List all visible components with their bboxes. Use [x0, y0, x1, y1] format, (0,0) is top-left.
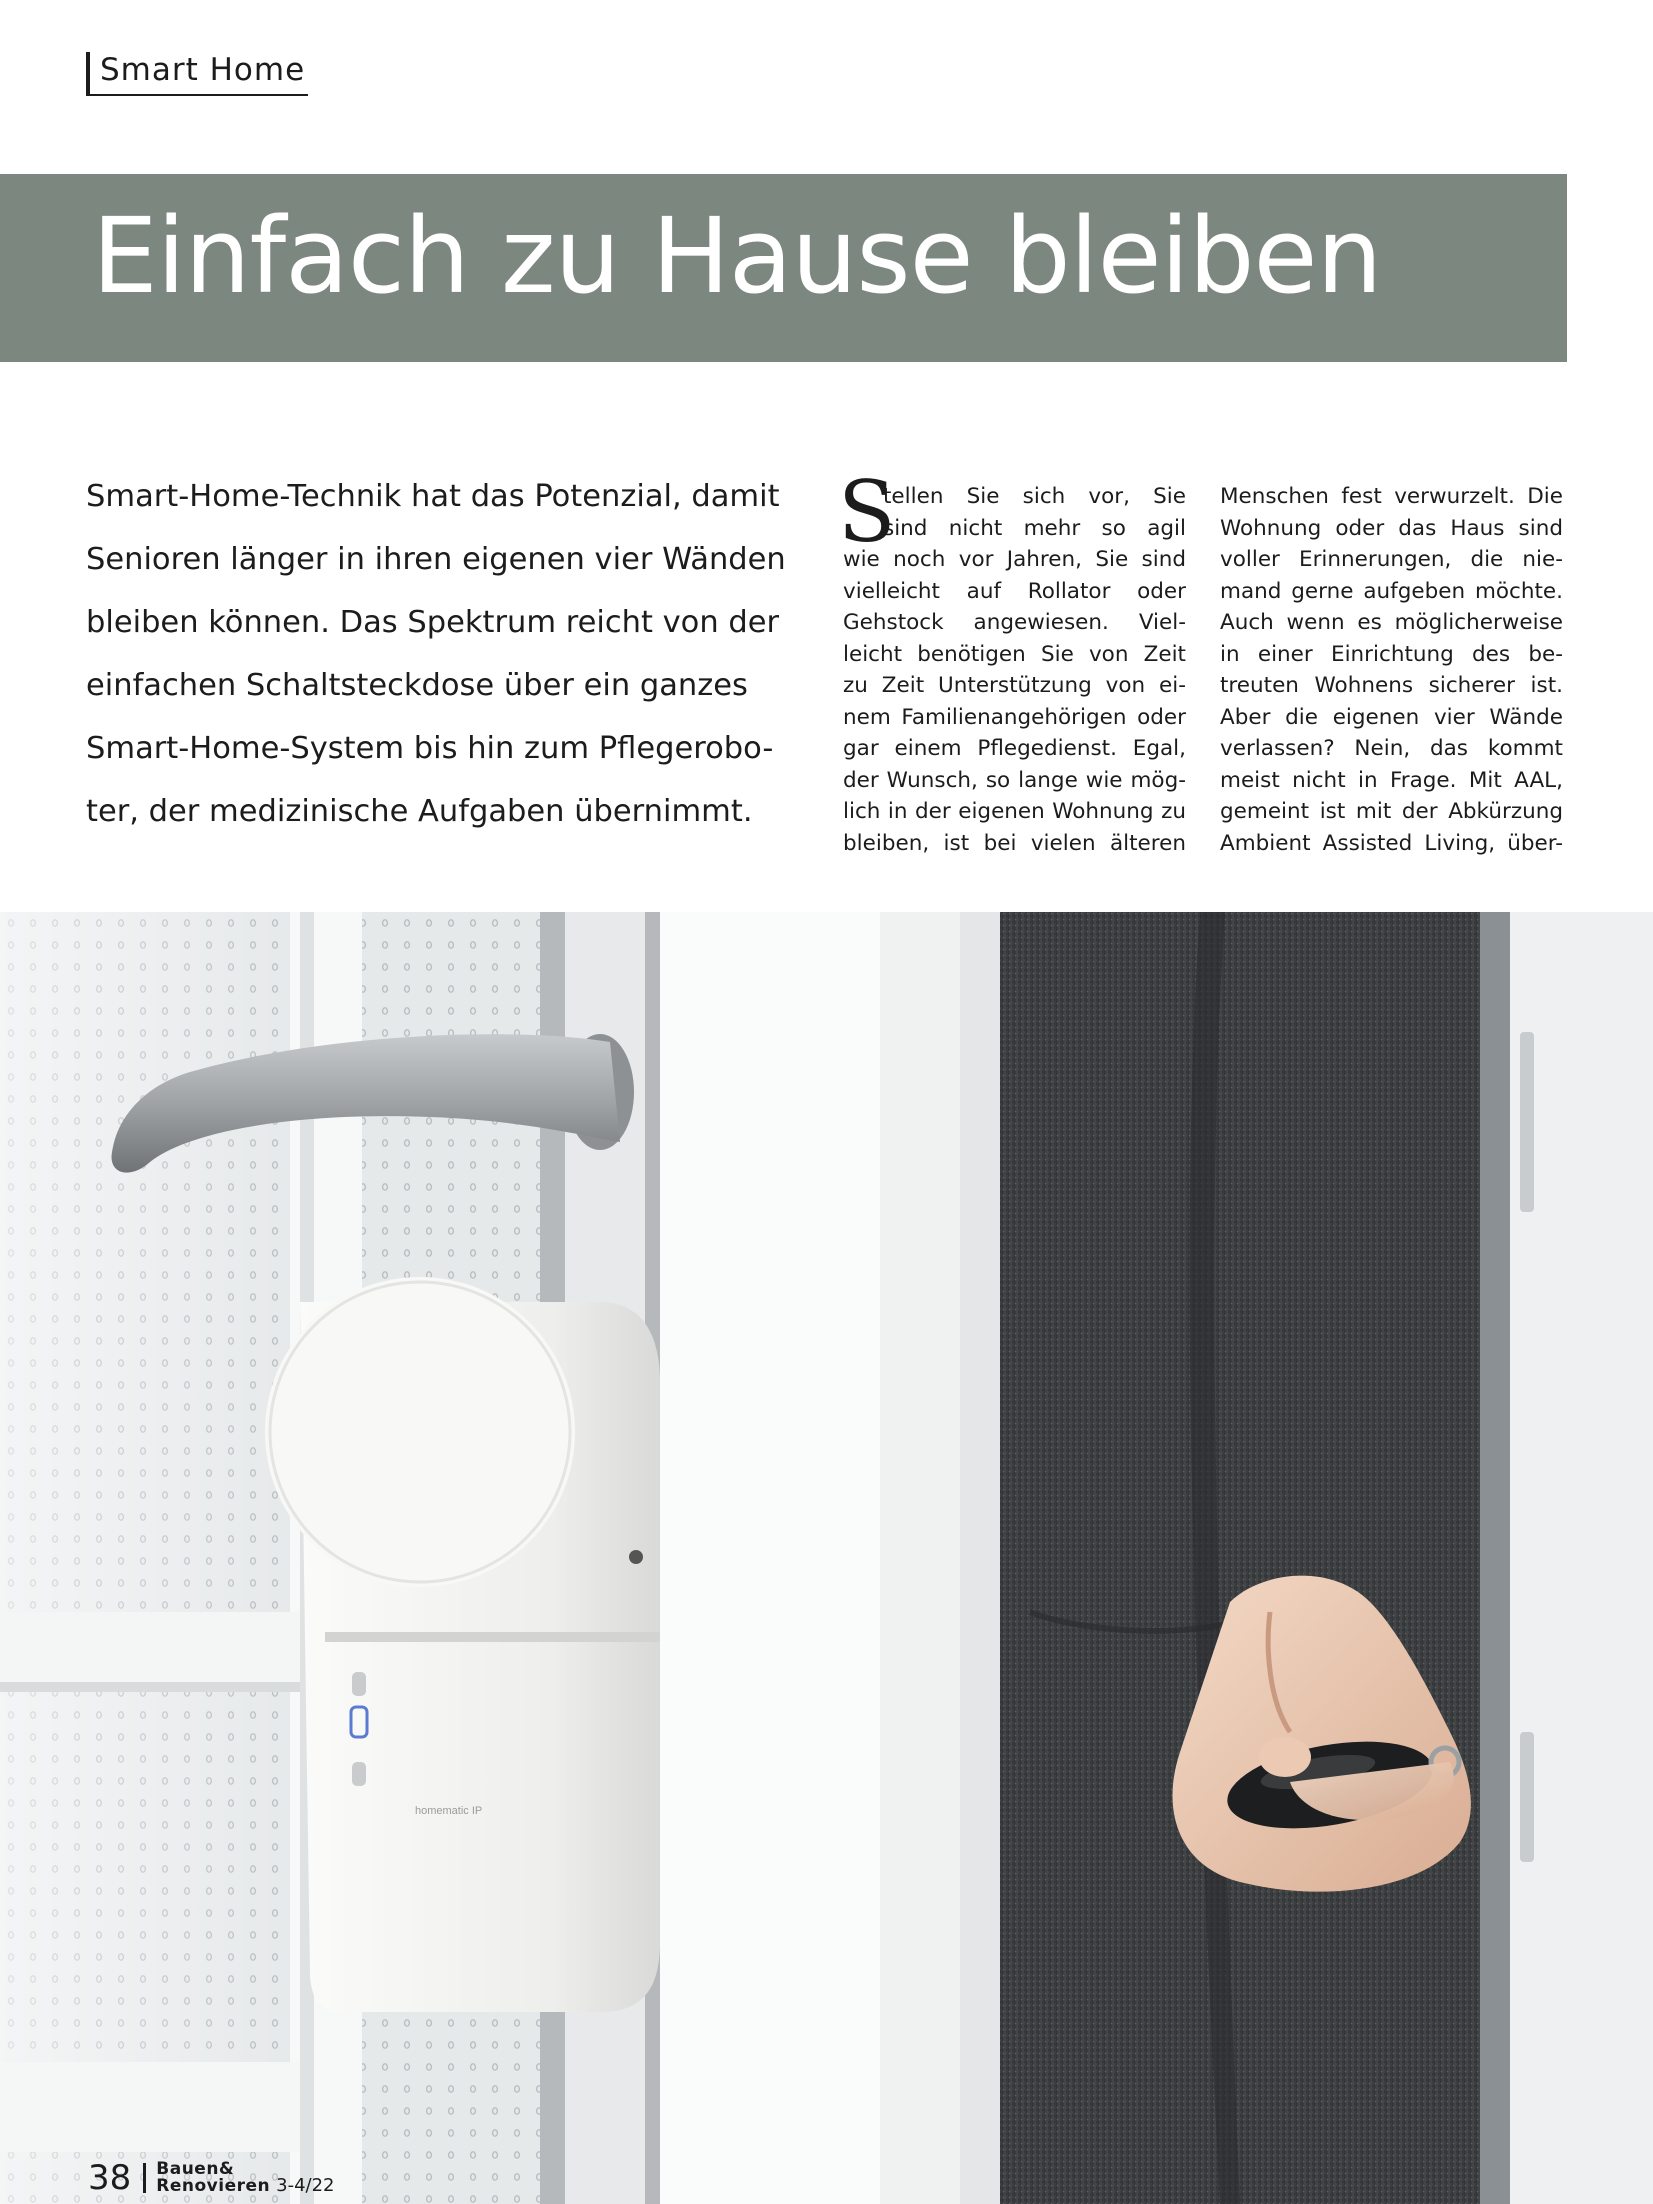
body-column-2 — [1220, 481, 1563, 859]
body-line: Menschen fest verwurzelt. Die — [1220, 484, 1563, 509]
lead-line: ter, der medizinische Aufgaben übernimmt. — [86, 794, 753, 829]
lead-line: bleiben können. Das Spektrum reicht von der — [86, 605, 780, 640]
body-line: wie noch vor Jahren, Sie sind — [843, 547, 1186, 572]
footer-divider — [143, 2163, 146, 2193]
magazine-name-line2: Renovieren — [156, 2176, 271, 2196]
body-line: tellen Sie sich vor, Sie — [883, 484, 1186, 509]
body-line: gar einem Pflegedienst. Egal, — [843, 736, 1186, 761]
drop-cap: S — [838, 463, 896, 561]
lead-line: Senioren länger in ihren eigenen vier Wänden — [86, 542, 786, 577]
issue-number: 3-4/22 — [276, 2175, 335, 2196]
body-line: meist nicht in Frage. Mit AAL, — [1220, 767, 1563, 793]
body-column-1 — [843, 481, 1186, 859]
magazine-name — [156, 2161, 270, 2195]
magazine-name-line1: Bauen& — [156, 2159, 235, 2179]
body-line: Wohnung oder das Haus sind — [1220, 515, 1563, 541]
body-line: gemeint ist mit der Abkürzung — [1220, 799, 1563, 824]
device-brand-label: homematic IP — [415, 1805, 483, 1817]
article-title: Einfach zu Hause bleiben — [92, 195, 1382, 317]
body-line: leicht benötigen Sie von Zeit — [843, 641, 1186, 667]
lead-line: einfachen Schaltsteckdose über ein ganzes — [86, 668, 748, 703]
body-line: Gehstock angewiesen. Viel- — [843, 610, 1186, 635]
article-lead — [86, 465, 816, 843]
page-footer — [88, 2160, 335, 2196]
body-line: bleiben, ist bei vielen älteren — [843, 830, 1186, 856]
body-line: verlassen? Nein, das kommt — [1220, 736, 1563, 761]
body-line: lich in der eigenen Wohnung zu — [843, 799, 1186, 824]
lead-line: Smart-Home-System bis hin zum Pflegerobo- — [86, 731, 774, 766]
section-label: Smart Home — [86, 52, 308, 96]
body-line: vielleicht auf Rollator oder — [843, 578, 1186, 604]
body-line: treuten Wohnens sicherer ist. — [1220, 673, 1563, 698]
body-line: sind nicht mehr so agil — [883, 515, 1186, 541]
body-line: in einer Einrichtung des be- — [1220, 641, 1563, 667]
body-line: Aber die eigenen vier Wände — [1220, 704, 1563, 730]
page-number: 38 — [88, 2158, 132, 2198]
body-line: nem Familienangehörigen oder — [843, 704, 1186, 730]
body-line: Auch wenn es möglicherweise — [1220, 610, 1563, 635]
body-line: mand gerne aufgeben möchte. — [1220, 578, 1563, 604]
article-photo — [0, 912, 1653, 2204]
body-line: zu Zeit Unterstützung von ei- — [843, 673, 1186, 698]
body-line: der Wunsch, so lange wie mög- — [843, 767, 1186, 793]
body-line: voller Erinnerungen, die nie- — [1220, 547, 1563, 572]
lead-line: Smart-Home-Technik hat das Potenzial, damit — [86, 479, 780, 514]
body-line: Ambient Assisted Living, über- — [1220, 830, 1563, 856]
